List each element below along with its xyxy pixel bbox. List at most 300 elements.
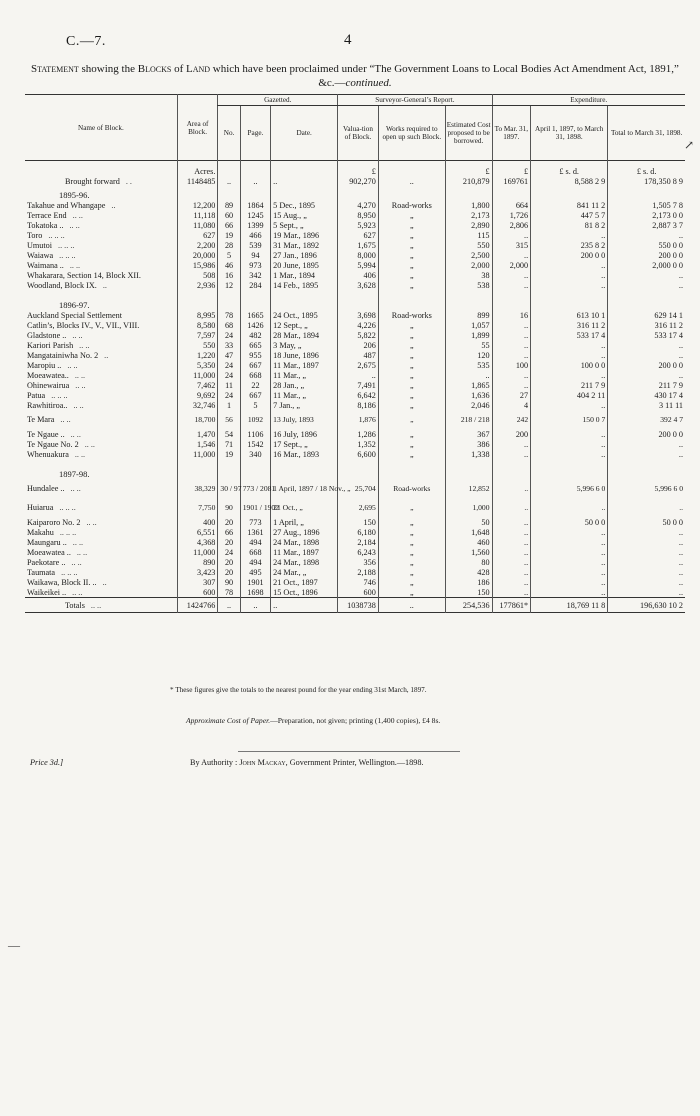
cell-april-1897: .. (531, 587, 608, 598)
cell-valuation: 627 (338, 230, 379, 240)
year-heading-row (25, 186, 685, 200)
cell-block-name (25, 557, 177, 567)
cell-works: „ (378, 410, 445, 429)
cell-gazette-no: 20 (218, 537, 240, 547)
cell-valuation: 8,950 (338, 210, 379, 220)
cell-works: .. (378, 176, 445, 186)
cell-block-name (25, 340, 177, 350)
cell-april-1897: 533 17 4 (531, 330, 608, 340)
cell-cost: 2,890 (445, 220, 492, 230)
cell-area: 11,080 (177, 220, 218, 230)
cell-valuation: 487 (338, 350, 379, 360)
cell-block-name (25, 410, 177, 429)
statement-text: of (171, 63, 186, 75)
cell-total: .. (608, 537, 685, 547)
cell-area: 32,746 (177, 400, 218, 410)
cell-gazette-no: 33 (218, 340, 240, 350)
cell-april-1897: 613 10 1 (531, 310, 608, 320)
block-name: Toro (27, 230, 43, 240)
cell-area: 1424766 (177, 598, 218, 613)
block-name: Te Mara (27, 415, 55, 425)
price: Price 3d.] (30, 758, 64, 767)
cell-gazette-no: 66 (218, 527, 240, 537)
empty-cell (177, 186, 218, 200)
cell-works: „ (378, 230, 445, 240)
table-row (25, 567, 685, 577)
cell-works: „ (378, 547, 445, 557)
cell-to-1897: .. (492, 250, 531, 260)
cell-gazette-date: 1 Mar., 1894 (271, 270, 338, 280)
cell-gazette-page: 495 (240, 567, 270, 577)
cell-valuation: 25,704 (338, 479, 379, 498)
cell-to-1897: .. (492, 380, 531, 390)
cell-area: 15,986 (177, 260, 218, 270)
cell-gazette-no: 78 (218, 310, 240, 320)
cell-cost: 115 (445, 230, 492, 240)
cell-works: „ (378, 390, 445, 400)
cell-april-1897: 100 0 0 (531, 360, 608, 370)
cell-valuation: 5,994 (338, 260, 379, 270)
cell-works: „ (378, 380, 445, 390)
cell-works: „ (378, 280, 445, 290)
block-name: Huiarua (27, 503, 54, 513)
cell-cost: 1,057 (445, 320, 492, 330)
cell-area: 1148485 (177, 176, 218, 186)
cell-april-1897: 211 7 9 (531, 380, 608, 390)
cell-block-name (25, 439, 177, 449)
cell-total: 196,630 10 2 (608, 598, 685, 613)
empty-cell (271, 296, 338, 310)
cell-cost: 550 (445, 240, 492, 250)
cell-gazette-date: 5 Dec., 1895 (271, 200, 338, 210)
leader-dots: .. .. (75, 380, 86, 390)
col-no: No. (218, 106, 240, 161)
cell-gazette-page: 667 (240, 390, 270, 400)
unit-april: £ s. d. (531, 161, 608, 177)
cell-works: „ (378, 498, 445, 517)
cell-gazette-page: 1901 / 1902 (240, 498, 270, 517)
cell-cost: 2,173 (445, 210, 492, 220)
cell-works: „ (378, 439, 445, 449)
empty-cell (218, 296, 240, 310)
cell-area: 2,936 (177, 280, 218, 290)
col-surveyor-report: Surveyor-General’s Report. (338, 95, 492, 106)
cell-to-1897: .. (492, 517, 531, 527)
empty-cell (492, 186, 531, 200)
cell-cost: 2,000 (445, 260, 492, 270)
empty-cell (378, 296, 445, 310)
cell-gazette-date: 5 Sept., „ (271, 220, 338, 230)
cell-area: 1,470 (177, 429, 218, 439)
cell-april-1897: 8,588 2 9 (531, 176, 608, 186)
empty-cell (608, 296, 685, 310)
col-april-1897: April 1, 1897, to March 31, 1898. (531, 106, 608, 161)
block-name: Whakarara, Section 14, Block XII. (27, 270, 141, 280)
cell-gazette-page: 773 (240, 517, 270, 527)
cell-works: .. (378, 598, 445, 613)
cell-gazette-no: 16 (218, 270, 240, 280)
cell-gazette-no: 56 (218, 410, 240, 429)
cell-valuation: 746 (338, 577, 379, 587)
cell-to-1897: .. (492, 498, 531, 517)
cell-gazette-no: 60 (218, 210, 240, 220)
empty-cell (531, 186, 608, 200)
cell-block-name (25, 270, 177, 280)
cell-gazette-page: 1106 (240, 429, 270, 439)
cell-to-1897: 2,000 (492, 260, 531, 270)
cell-valuation: 1,675 (338, 240, 379, 250)
cell-valuation: 2,695 (338, 498, 379, 517)
table-row (25, 527, 685, 537)
col-area: Area of Block. (177, 95, 218, 161)
cell-block-name (25, 310, 177, 320)
cell-gazette-page: 1665 (240, 310, 270, 320)
cell-cost: 210,879 (445, 176, 492, 186)
footer-rule (238, 751, 460, 752)
cell-gazette-date: 24 Mar., 1898 (271, 557, 338, 567)
cell-cost: 80 (445, 557, 492, 567)
cell-cost: 254,536 (445, 598, 492, 613)
cell-area: 11,000 (177, 370, 218, 380)
cell-valuation: 6,642 (338, 390, 379, 400)
cell-block-name (25, 537, 177, 547)
cell-area: 7,597 (177, 330, 218, 340)
block-name: Te Ngaue .. (27, 429, 65, 439)
block-name: Moeawatea.. (27, 370, 69, 380)
cell-total: 2,000 0 0 (608, 260, 685, 270)
cell-gazette-page: 1426 (240, 320, 270, 330)
cell-total: .. (608, 350, 685, 360)
cell-area: 600 (177, 587, 218, 598)
cell-block-name (25, 370, 177, 380)
cell-gazette-page: 539 (240, 240, 270, 250)
cell-total: .. (608, 270, 685, 280)
cell-works: „ (378, 330, 445, 340)
cell-april-1897: 404 2 11 (531, 390, 608, 400)
block-name: Ohinewairua (27, 380, 70, 390)
cell-april-1897: .. (531, 429, 608, 439)
empty-cell (218, 465, 240, 479)
cell-block-name (25, 400, 177, 410)
cell-cost: 1,636 (445, 390, 492, 400)
cell-gazette-page: 340 (240, 449, 270, 459)
cell-gazette-no: .. (218, 598, 240, 613)
leader-dots: .. (102, 280, 107, 290)
cell-to-1897: 2,806 (492, 220, 531, 230)
cell-gazette-no: 30 / 97 (218, 479, 240, 498)
cell-area: 11,118 (177, 210, 218, 220)
footnote: * These figures give the totals to the nearest pound for the year ending 31st March, 1897. (170, 686, 427, 694)
cell-gazette-no: .. (218, 176, 240, 186)
cell-cost: 899 (445, 310, 492, 320)
table-row (25, 577, 685, 587)
cell-block-name (25, 598, 177, 613)
cell-april-1897: .. (531, 370, 608, 380)
leader-dots: .. .. (72, 587, 83, 597)
cell-gazette-date: 19 Mar., 1896 (271, 230, 338, 240)
cell-area: 7,462 (177, 380, 218, 390)
cell-works: „ (378, 210, 445, 220)
empty-cell (338, 465, 379, 479)
block-name: Tokatoka .. (27, 220, 64, 230)
block-name: Taumata (27, 567, 56, 577)
block-name: Waikeikei .. (27, 587, 67, 597)
col-expenditure: Expenditure. (492, 95, 685, 106)
cell-valuation: 406 (338, 270, 379, 280)
cell-area: 9,692 (177, 390, 218, 400)
empty-cell (531, 296, 608, 310)
cell-to-1897: .. (492, 537, 531, 547)
cell-gazette-page: 1864 (240, 200, 270, 210)
cell-gazette-page: 1092 (240, 410, 270, 429)
block-name: Maropiu .. (27, 360, 62, 370)
cell-area: 3,423 (177, 567, 218, 577)
cell-valuation: 5,822 (338, 330, 379, 340)
table-row (25, 280, 685, 290)
cell-gazette-page: 1399 (240, 220, 270, 230)
totals-row (25, 598, 685, 613)
leader-dots: .. .. (73, 400, 84, 410)
block-name: Kariori Parish (27, 340, 74, 350)
cell-gazette-no: 24 (218, 330, 240, 340)
cell-to-1897: 16 (492, 310, 531, 320)
cell-april-1897: .. (531, 340, 608, 350)
cell-block-name (25, 176, 177, 186)
cell-block-name (25, 567, 177, 577)
cell-to-1897: 315 (492, 240, 531, 250)
leader-dots: .. (104, 350, 109, 360)
block-name: Moeawatea .. (27, 547, 71, 557)
cell-block-name (25, 360, 177, 370)
block-name: Catlin’s, Blocks IV., V., VII., VIII. (27, 320, 140, 330)
col-page: Page. (240, 106, 270, 161)
unit-to-1897: £ (492, 161, 531, 177)
cell-valuation: 356 (338, 557, 379, 567)
cell-total: .. (608, 370, 685, 380)
cell-block-name (25, 240, 177, 250)
empty-cell (271, 465, 338, 479)
table-row (25, 360, 685, 370)
table-row (25, 310, 685, 320)
cell-works: „ (378, 557, 445, 567)
table-row (25, 390, 685, 400)
leader-dots: .. .. .. (61, 567, 78, 577)
cell-block-name (25, 210, 177, 220)
margin-mark: — (8, 938, 20, 952)
cell-works: „ (378, 567, 445, 577)
cell-gazette-date: 15 Aug., „ (271, 210, 338, 220)
cell-april-1897: .. (531, 260, 608, 270)
cell-gazette-no: 11 (218, 380, 240, 390)
cell-works: „ (378, 370, 445, 380)
leader-dots: .. (102, 577, 107, 587)
table-row (25, 210, 685, 220)
cell-total: 200 0 0 (608, 429, 685, 439)
block-name: Mangatainiwha No. 2 (27, 350, 99, 360)
cell-block-name (25, 320, 177, 330)
cell-to-1897: .. (492, 587, 531, 598)
cell-gazette-page: 342 (240, 270, 270, 280)
cell-block-name (25, 517, 177, 527)
table-row (25, 200, 685, 210)
cell-total: 200 0 0 (608, 250, 685, 260)
cell-works: „ (378, 360, 445, 370)
cell-gazette-no: 54 (218, 429, 240, 439)
table-row (25, 320, 685, 330)
cell-total: .. (608, 230, 685, 240)
approx-text: —Preparation, not given; printing (1,400 copies), £4 8s. (270, 716, 441, 725)
cell-area: 5,350 (177, 360, 218, 370)
cell-gazette-date: 21 Oct., 1897 (271, 577, 338, 587)
leader-dots: .. .. (84, 439, 95, 449)
year-heading-row (25, 465, 685, 479)
cell-gazette-no: 46 (218, 260, 240, 270)
unit-valuation: £ (338, 161, 379, 177)
cell-gazette-date: 3 May, „ (271, 340, 338, 350)
cell-valuation: 150 (338, 517, 379, 527)
block-name: Auckland Special Settlement (27, 310, 123, 320)
cell-total: .. (608, 340, 685, 350)
blocks-table (25, 94, 685, 613)
block-name: Woodland, Block IX. (27, 280, 97, 290)
empty-cell (608, 465, 685, 479)
cell-gazette-page: 955 (240, 350, 270, 360)
cell-gazette-page: 284 (240, 280, 270, 290)
leader-dots: .. .. .. (59, 503, 76, 513)
cell-gazette-date: 11 Mar., „ (271, 370, 338, 380)
cell-to-1897: .. (492, 280, 531, 290)
cell-gazette-page: 773 / 2081 (240, 479, 270, 498)
cell-area: 11,000 (177, 547, 218, 557)
cell-area: 18,700 (177, 410, 218, 429)
cell-gazette-date: 24 Oct., 1895 (271, 310, 338, 320)
cell-gazette-no: 71 (218, 439, 240, 449)
printer-authority (190, 758, 423, 767)
cell-area: 890 (177, 557, 218, 567)
table-row (25, 517, 685, 527)
cell-to-1897: .. (492, 330, 531, 340)
block-name: Brought forward (65, 176, 120, 186)
table-row (25, 537, 685, 547)
cell-works: „ (378, 350, 445, 360)
table-row (25, 400, 685, 410)
block-name: Hundalee .. (27, 484, 65, 494)
printer-name: John Mackay (239, 758, 286, 767)
cell-cost: 367 (445, 429, 492, 439)
cell-to-1897: 1,726 (492, 210, 531, 220)
cell-gazette-date: 17 Sept., „ (271, 439, 338, 449)
cell-total: 316 11 2 (608, 320, 685, 330)
units-row (25, 161, 685, 177)
cell-total: .. (608, 498, 685, 517)
cell-gazette-page: 94 (240, 250, 270, 260)
cell-total: .. (608, 547, 685, 557)
table-row (25, 547, 685, 557)
cell-block-name (25, 330, 177, 340)
cell-works: „ (378, 240, 445, 250)
table-row (25, 250, 685, 260)
cell-gazette-page: 1542 (240, 439, 270, 449)
cell-to-1897: .. (492, 270, 531, 280)
cell-cost: 1,648 (445, 527, 492, 537)
col-to-1897: To Mar. 31, 1897. (492, 106, 531, 161)
cell-april-1897: .. (531, 567, 608, 577)
cell-valuation: 1,876 (338, 410, 379, 429)
cell-april-1897: 316 11 2 (531, 320, 608, 330)
cell-block-name (25, 280, 177, 290)
cell-cost: 428 (445, 567, 492, 577)
cell-gazette-date: 7 Jan., „ (271, 400, 338, 410)
cell-april-1897: 235 8 2 (531, 240, 608, 250)
cell-total: 392 4 7 (608, 410, 685, 429)
cell-to-1897: 242 (492, 410, 531, 429)
table-row (25, 240, 685, 250)
cell-area: 307 (177, 577, 218, 587)
leader-dots: .. .. (79, 340, 90, 350)
cell-gazette-date: 24 Mar., „ (271, 567, 338, 577)
empty-cell (492, 465, 531, 479)
cell-total: 533 17 4 (608, 330, 685, 340)
table-row (25, 220, 685, 230)
cell-cost: 1,338 (445, 449, 492, 459)
cell-to-1897: 27 (492, 390, 531, 400)
cell-area: 20,000 (177, 250, 218, 260)
cell-gazette-page: 494 (240, 537, 270, 547)
table-row (25, 380, 685, 390)
leader-dots: .. .. (69, 220, 80, 230)
leader-dots: .. .. .. (59, 527, 77, 537)
cell-gazette-page: 5 (240, 400, 270, 410)
cell-cost: 186 (445, 577, 492, 587)
cell-april-1897: .. (531, 400, 608, 410)
cell-block-name (25, 587, 177, 598)
unit-area: Acres. (177, 161, 218, 177)
cell-gazette-date: .. (271, 598, 338, 613)
cell-valuation: 6,600 (338, 449, 379, 459)
approx-label: Approximate Cost of Paper. (186, 716, 271, 725)
cell-april-1897: .. (531, 270, 608, 280)
cell-gazette-no: 20 (218, 557, 240, 567)
cell-april-1897: 81 8 2 (531, 220, 608, 230)
block-name: Te Ngaue No. 2 (27, 439, 79, 449)
cell-april-1897: .. (531, 547, 608, 557)
cell-total: 3 11 11 (608, 400, 685, 410)
cell-to-1897: .. (492, 350, 531, 360)
table-row (25, 429, 685, 439)
cell-to-1897: .. (492, 547, 531, 557)
leader-dots: .. .. .. (59, 250, 76, 260)
block-name: Gladstone .. (27, 330, 67, 340)
cell-to-1897: .. (492, 527, 531, 537)
cell-to-1897: 100 (492, 360, 531, 370)
table-row (25, 330, 685, 340)
cell-gazette-date: 15 Oct., 1896 (271, 587, 338, 598)
cell-gazette-page: 668 (240, 370, 270, 380)
leader-dots: .. .. (70, 484, 81, 494)
cell-block-name (25, 230, 177, 240)
cell-valuation: 7,491 (338, 380, 379, 390)
cell-block-name (25, 220, 177, 230)
col-estimated-cost: Estimated Cost proposed to be borrowed. (445, 106, 492, 161)
cell-gazette-date: .. (271, 176, 338, 186)
statement-continued: continued. (345, 77, 392, 89)
cell-gazette-no: 68 (218, 320, 240, 330)
cell-gazette-date: 14 Feb., 1895 (271, 280, 338, 290)
cell-gazette-no: 47 (218, 350, 240, 360)
cell-block-name (25, 577, 177, 587)
cell-area: 550 (177, 340, 218, 350)
cell-gazette-date: 28 Jan., „ (271, 380, 338, 390)
